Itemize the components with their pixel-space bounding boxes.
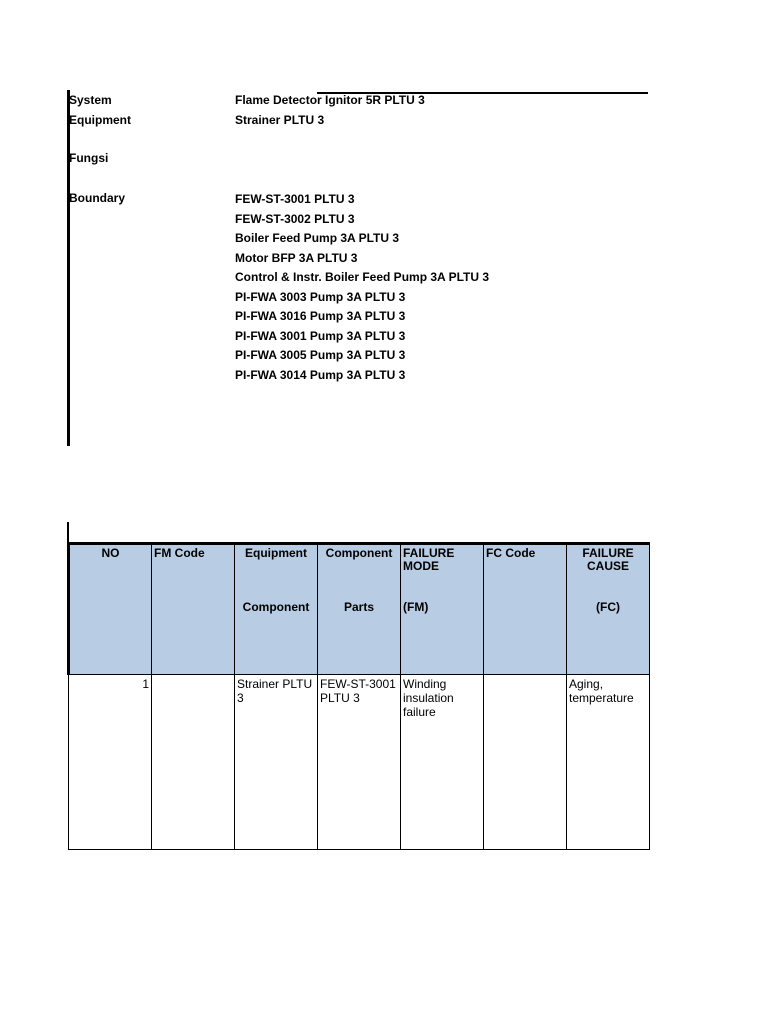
header-component-line1: Component	[325, 546, 393, 560]
header-failure-cause-line1: FAILURE CAUSE	[582, 546, 634, 573]
boundary-item: Motor BFP 3A PLTU 3	[235, 250, 358, 265]
table-row	[69, 675, 650, 850]
header-equipment-line2: Component	[242, 600, 310, 614]
equipment-value: Strainer PLTU 3	[235, 113, 325, 127]
boundary-item: Control & Instr. Boiler Feed Pump 3A PLTU 3	[235, 270, 490, 284]
header-fc-code	[484, 544, 567, 675]
left-border-rule	[67, 90, 70, 446]
header-failure-cause	[567, 544, 650, 675]
cell-failure-cause: Aging, temperature	[567, 675, 650, 850]
header-equipment-component	[235, 544, 318, 675]
cell-fc-code	[484, 675, 567, 850]
fungsi-label: Fungsi	[69, 151, 109, 165]
equipment-label: Equipment	[69, 113, 131, 127]
header-failure-cause-line2: (FC)	[596, 600, 620, 614]
boundary-item: Boiler Feed Pump 3A PLTU 3	[235, 231, 400, 245]
cell-equipment-component: Strainer PLTU 3	[235, 675, 318, 850]
boundary-item: PI-FWA 3003 Pump 3A PLTU 3	[235, 289, 406, 304]
cell-fm-code	[152, 675, 235, 850]
header-component-line2: Parts	[343, 600, 375, 614]
boundary-item: FEW-ST-3001 PLTU 3	[235, 192, 355, 206]
boundary-label: Boundary	[69, 191, 126, 205]
header-component-parts	[318, 544, 401, 675]
boundary-item: PI-FWA 3014 Pump 3A PLTU 3	[235, 367, 406, 382]
boundary-item: PI-FWA 3016 Pump 3A PLTU 3	[235, 309, 406, 323]
table-header-row	[69, 544, 650, 675]
header-equipment-line1: Equipment	[245, 546, 307, 560]
cell-failure-mode: Winding insulation failure	[401, 675, 484, 850]
boundary-item: PI-FWA 3001 Pump 3A PLTU 3	[235, 328, 406, 343]
info-section	[67, 90, 647, 446]
header-fc-code-line1: FC Code	[486, 546, 536, 560]
header-fm-code-line1: FM Code	[154, 546, 205, 560]
header-failure-mode-line2: (FM)	[403, 600, 429, 614]
header-no	[69, 544, 152, 675]
header-fm-code	[152, 544, 235, 675]
header-no-line1: NO	[101, 546, 120, 560]
system-value: Flame Detector Ignitor 5R PLTU 3	[235, 93, 425, 107]
header-failure-mode-line1: FAILURE MODE	[403, 546, 455, 573]
boundary-item: PI-FWA 3005 Pump 3A PLTU 3	[235, 348, 406, 362]
fmea-table	[67, 542, 650, 850]
boundary-list	[235, 190, 489, 385]
table-marker-rule	[67, 522, 69, 542]
header-failure-mode	[401, 544, 484, 675]
cell-no: 1	[69, 675, 152, 850]
cell-component-parts: FEW-ST-3001 PLTU 3	[318, 675, 401, 850]
system-label: System	[69, 93, 112, 107]
boundary-item: FEW-ST-3002 PLTU 3	[235, 211, 355, 226]
